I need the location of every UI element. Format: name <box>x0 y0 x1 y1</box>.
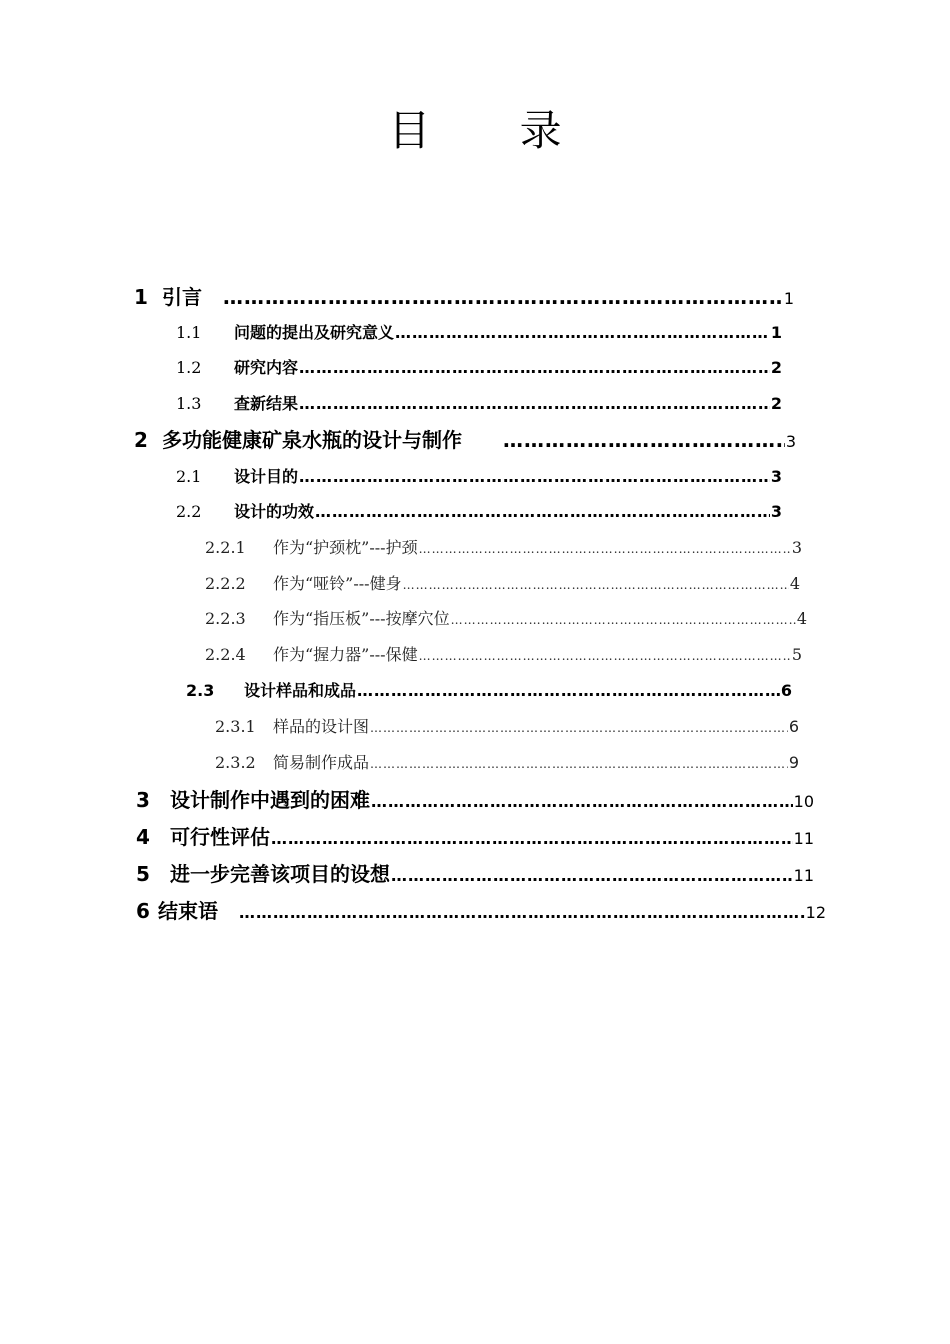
toc-label: 问题的提出及研究意义 <box>234 323 395 342</box>
toc-label: 设计制作中遇到的困难 <box>170 788 370 812</box>
toc-entry-3[interactable] <box>136 785 814 815</box>
toc-leader <box>451 605 796 635</box>
toc-number: 1.2 <box>176 358 202 377</box>
toc-number: 2.2.3 <box>205 609 246 628</box>
toc-label: 引言 <box>162 285 202 309</box>
toc-entry-1-2[interactable] <box>176 353 782 383</box>
toc-label: 设计目的 <box>234 467 299 486</box>
toc-label: 研究内容 <box>234 358 299 377</box>
toc-leader <box>403 570 789 600</box>
toc-page: 11 <box>793 829 814 848</box>
toc-leader <box>357 676 780 706</box>
toc-number: 2.1 <box>176 467 202 486</box>
toc-label: 设计的功效 <box>234 502 315 521</box>
toc-leader <box>315 497 770 527</box>
toc-page: 1 <box>770 323 782 342</box>
toc-page: 3 <box>785 432 796 451</box>
toc-entry-1-3[interactable] <box>176 389 782 419</box>
toc-number: 5 <box>136 862 150 886</box>
toc-entry-4[interactable] <box>136 822 814 852</box>
toc-leader <box>370 713 788 743</box>
toc-number: 1.3 <box>176 394 202 413</box>
toc-label: 设计样品和成品 <box>244 681 357 700</box>
toc-label: 进一步完善该项目的设想 <box>170 862 390 886</box>
toc-number: 2.2.4 <box>205 645 246 664</box>
toc-number: 3 <box>136 788 150 812</box>
page-title: 目 录 <box>388 106 600 155</box>
toc-page: 11 <box>793 866 814 885</box>
toc-page: 2 <box>770 394 782 413</box>
toc-leader <box>299 389 770 419</box>
toc-entry-2-2-2[interactable] <box>205 569 800 599</box>
toc-entry-1[interactable] <box>134 282 794 312</box>
toc-page: 6 <box>788 717 799 736</box>
toc-label: 作为“握力器”---保健 <box>273 645 418 664</box>
toc-leader <box>391 861 793 891</box>
toc-label: 简易制作成品 <box>273 753 370 772</box>
toc-entry-6[interactable] <box>136 896 826 926</box>
toc-leader <box>371 787 793 817</box>
toc-page: 10 <box>793 792 814 811</box>
toc-label: 样品的设计图 <box>273 717 370 736</box>
toc-label: 查新结果 <box>234 394 299 413</box>
toc-number: 2.3.2 <box>215 753 256 772</box>
toc-entry-2-2-4[interactable] <box>205 640 802 670</box>
toc-page: 4 <box>789 574 800 593</box>
toc-label: 作为“指压板”---按摩穴位 <box>273 609 450 628</box>
toc-page: 4 <box>796 609 807 628</box>
toc-entry-2-1[interactable] <box>176 462 782 492</box>
toc-number: 2.2.2 <box>205 574 246 593</box>
toc-page: 12 <box>805 903 826 922</box>
toc-leader <box>370 749 788 779</box>
toc-label: 多功能健康矿泉水瓶的设计与制作 <box>162 428 462 452</box>
toc-label: 结束语 <box>158 899 218 923</box>
toc-number: 2.2 <box>176 502 202 521</box>
toc-entry-2-3-2[interactable] <box>215 748 799 778</box>
toc-label: 作为“护颈枕”---护颈 <box>273 538 418 557</box>
toc-entry-2[interactable] <box>134 425 796 455</box>
toc-leader <box>239 898 805 928</box>
toc-leader <box>299 462 770 492</box>
toc-entry-2-3-1[interactable] <box>215 712 799 742</box>
toc-leader <box>299 353 770 383</box>
toc-label: 作为“哑铃”---健身 <box>273 574 402 593</box>
toc-label: 可行性评估 <box>170 825 270 849</box>
toc-number: 2 <box>134 428 148 452</box>
toc-entry-2-3[interactable] <box>186 676 792 706</box>
toc-entry-2-2-1[interactable] <box>205 533 802 563</box>
toc-page: 3 <box>791 538 802 557</box>
toc-leader <box>419 534 791 564</box>
toc-page: 1 <box>783 289 794 308</box>
toc-leader <box>271 824 793 854</box>
toc-leader <box>223 282 783 312</box>
toc-page: 9 <box>788 753 799 772</box>
toc-page: 6 <box>780 681 792 700</box>
toc-leader <box>503 425 785 455</box>
toc-number: 1 <box>134 285 148 309</box>
toc-entry-2-2[interactable] <box>176 497 782 527</box>
toc-number: 6 <box>136 899 150 923</box>
toc-page: 2 <box>770 358 782 377</box>
toc-entry-1-1[interactable] <box>176 318 782 348</box>
toc-page: 3 <box>770 502 782 521</box>
toc-page: 3 <box>770 467 782 486</box>
toc-entry-2-2-3[interactable] <box>205 604 807 634</box>
toc-number: 2.3 <box>186 681 215 700</box>
toc-page: 5 <box>791 645 802 664</box>
toc-number: 2.2.1 <box>205 538 246 557</box>
toc-number: 4 <box>136 825 150 849</box>
toc-number: 1.1 <box>176 323 202 342</box>
toc-leader <box>395 318 770 348</box>
toc-leader <box>419 641 791 671</box>
toc-entry-5[interactable] <box>136 859 814 889</box>
toc-number: 2.3.1 <box>215 717 256 736</box>
